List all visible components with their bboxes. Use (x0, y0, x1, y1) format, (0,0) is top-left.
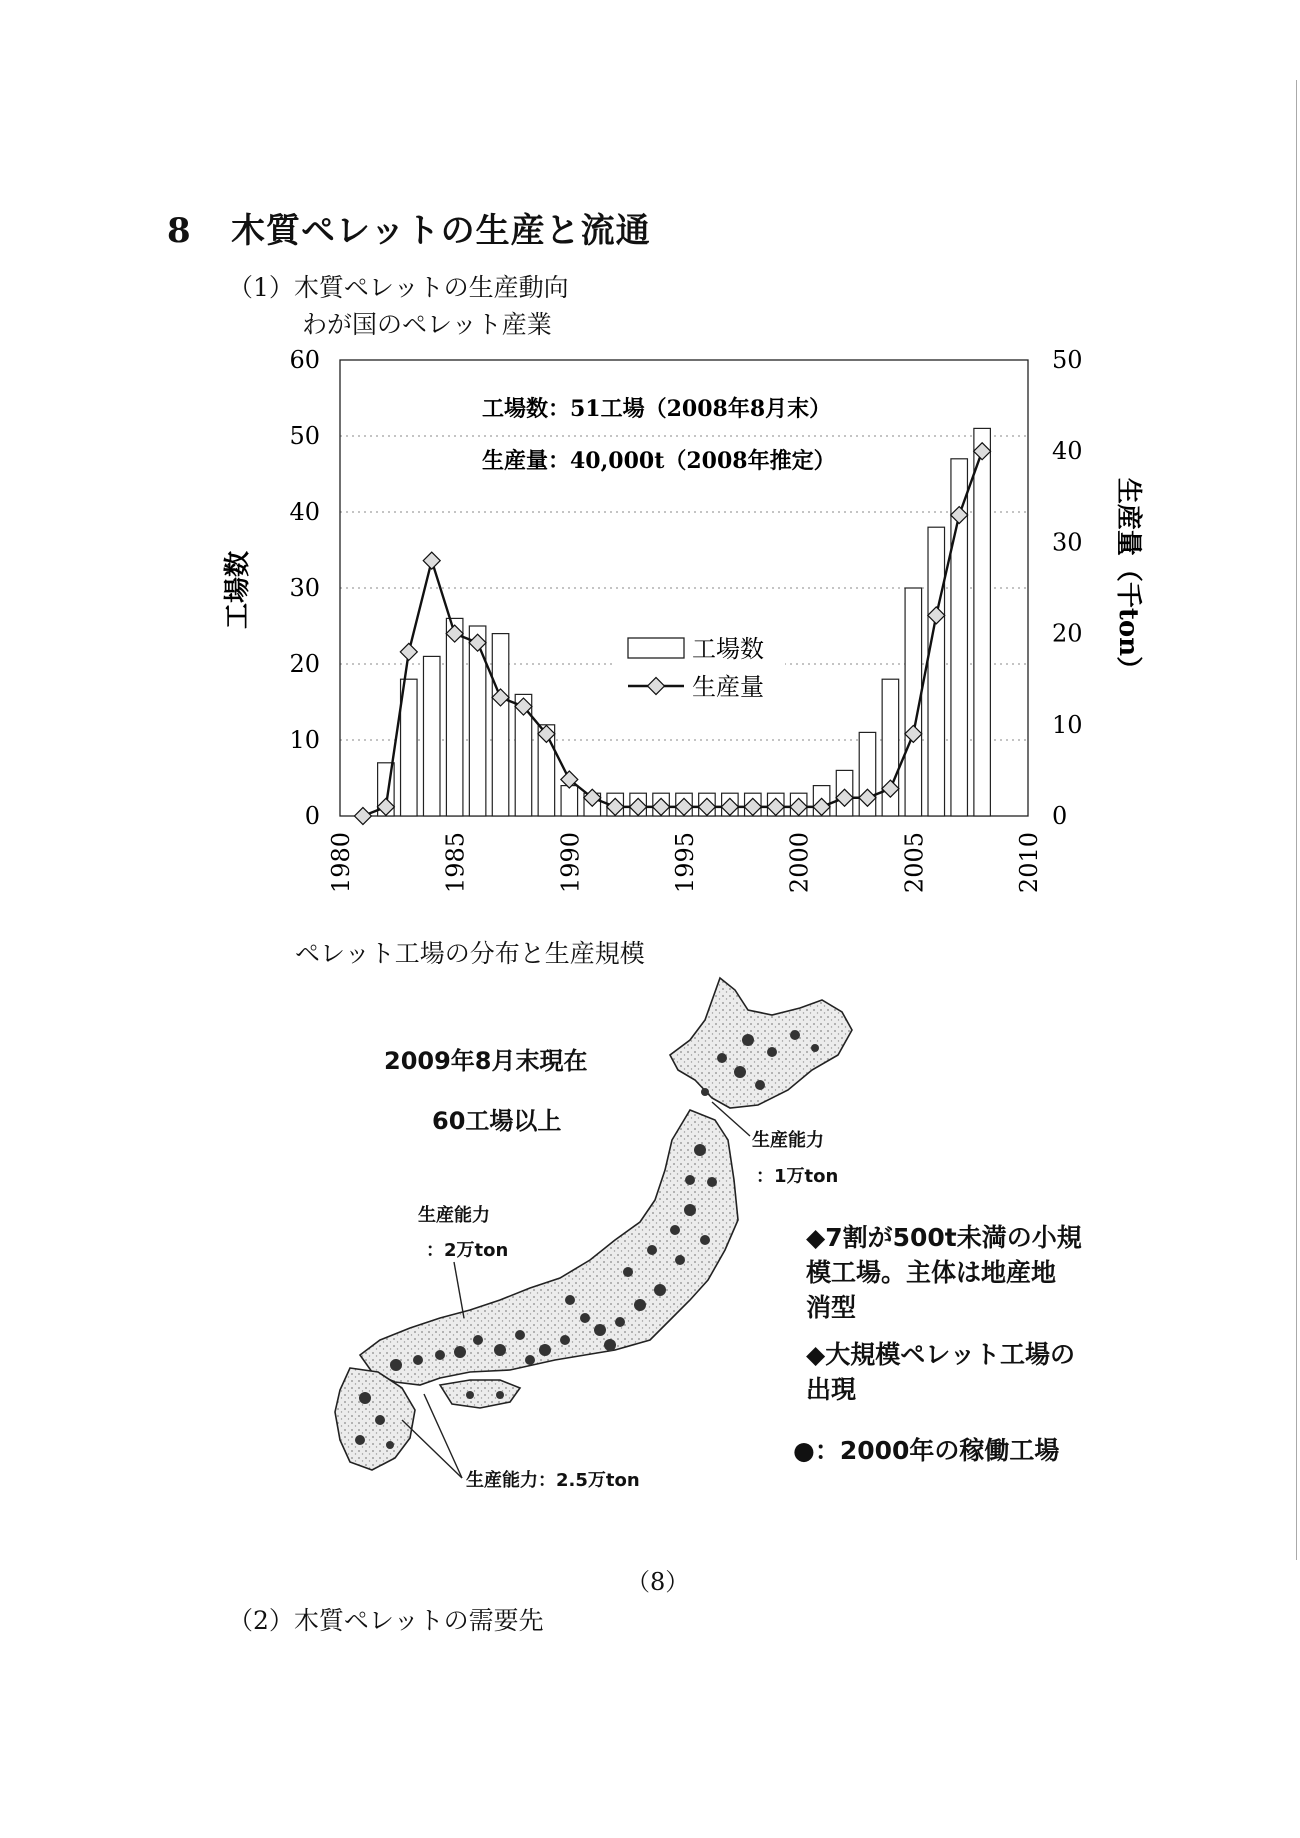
map-legend-label: ●：2000年の稼働工場 (793, 1436, 1060, 1465)
plant-marker (717, 1053, 727, 1063)
page-number: （8） (626, 1568, 690, 1596)
annotation-factory-count: 工場数：51工場（2008年8月末） (482, 396, 832, 422)
plant-marker (700, 1235, 710, 1245)
section-number: 8 (167, 211, 192, 251)
plant-marker (560, 1335, 570, 1345)
note-2-line-2: 出現 (806, 1375, 857, 1404)
capacity-hokkaido-title: 生産能力 (752, 1130, 824, 1151)
pointer-kyushu-1 (402, 1420, 462, 1478)
x-tick-label: 1980 (327, 832, 355, 894)
plant-marker (685, 1175, 695, 1185)
x-tick-label: 2000 (785, 832, 814, 894)
plant-marker (539, 1344, 551, 1356)
legend-bar-label: 工場数 (692, 635, 764, 663)
plant-marker (811, 1044, 819, 1052)
y2-tick-label: 50 (1052, 346, 1083, 374)
capacity-kyushu: 生産能力：2.5万ton (466, 1470, 640, 1491)
y-tick-label: 50 (289, 422, 320, 450)
y-tick-label: 30 (289, 574, 320, 602)
plant-marker (454, 1346, 466, 1358)
y-axis-label: 工場数 (223, 550, 253, 630)
section-title: 木質ペレットの生産と流通 (231, 211, 651, 251)
plant-marker (466, 1391, 474, 1399)
annotation-production: 生産量：40,000t（2008年推定） (482, 448, 836, 474)
plant-marker (742, 1034, 754, 1046)
plant-marker (675, 1255, 685, 1265)
plant-marker (413, 1355, 423, 1365)
plant-marker (359, 1392, 371, 1404)
plant-marker (707, 1177, 717, 1187)
plant-marker (701, 1088, 709, 1096)
y2-tick-label: 20 (1052, 619, 1083, 648)
plant-marker (790, 1030, 800, 1040)
plant-marker (580, 1313, 590, 1323)
plant-marker (435, 1350, 445, 1360)
x-tick-label: 2005 (900, 832, 929, 894)
plant-marker (494, 1344, 506, 1356)
map-notes (793, 1223, 1082, 1465)
plant-marker (755, 1080, 765, 1090)
plant-marker (654, 1284, 666, 1296)
plant-marker (615, 1317, 625, 1327)
note-1-line-2: 模工場。主体は地産地 (806, 1258, 1057, 1287)
plant-marker (386, 1441, 394, 1449)
y2-axis-label: 生産量（千ton） (1113, 477, 1143, 683)
y-tick-label: 60 (289, 346, 320, 374)
plant-marker (390, 1359, 402, 1371)
pointer-kyushu-2 (424, 1394, 462, 1478)
plant-marker (734, 1066, 746, 1078)
y-tick-label: 0 (304, 802, 320, 830)
plant-marker (767, 1047, 777, 1057)
y-tick-label: 20 (289, 650, 320, 678)
y2-tick-label: 30 (1052, 528, 1083, 557)
plant-marker (670, 1225, 680, 1235)
plant-marker (604, 1339, 616, 1351)
plant-marker (594, 1324, 606, 1336)
plant-marker (694, 1144, 706, 1156)
capacity-west-title: 生産能力 (418, 1205, 490, 1226)
chart-caption: わが国のペレット産業 (302, 310, 552, 339)
x-tick-label: 1990 (556, 832, 585, 894)
plant-marker (565, 1295, 575, 1305)
legend-line-label: 生産量 (692, 673, 764, 701)
map-count-label: 60工場以上 (432, 1107, 562, 1135)
plant-marker (623, 1267, 633, 1277)
map-date-label: 2009年8月末現在 (384, 1047, 588, 1075)
plant-marker (355, 1435, 365, 1445)
plant-marker (634, 1299, 646, 1311)
plant-marker (647, 1245, 657, 1255)
plant-marker (496, 1391, 504, 1399)
capacity-west-value: ：2万ton (426, 1240, 509, 1261)
plant-marker (473, 1335, 483, 1345)
x-tick-label: 2010 (1015, 832, 1043, 894)
y2-tick-label: 10 (1052, 710, 1083, 739)
x-tick-label: 1995 (671, 832, 699, 894)
y-tick-label: 40 (289, 498, 320, 526)
plant-marker (375, 1415, 385, 1425)
y2-tick-label: 0 (1052, 802, 1068, 830)
note-2-line-1: ◆大規模ペレット工場の (806, 1340, 1075, 1369)
pointer-west (454, 1262, 464, 1318)
plant-marker (515, 1330, 525, 1340)
y-tick-label: 10 (289, 726, 320, 754)
map-caption: ペレット工場の分布と生産規模 (295, 939, 645, 968)
subsection-2-heading: （2）木質ペレットの需要先 (228, 1606, 544, 1635)
subsection-1-heading: （1）木質ペレットの生産動向 (228, 273, 569, 302)
x-tick-label: 1985 (441, 832, 470, 894)
plant-marker (684, 1204, 696, 1216)
plant-marker (525, 1355, 535, 1365)
note-1-line-3: 消型 (806, 1293, 857, 1322)
capacity-hokkaido-value: ：1万ton (756, 1166, 839, 1187)
shikoku-shape (440, 1380, 520, 1408)
honshu-shape (360, 1110, 738, 1385)
note-1-line-1: ◆7割が500t未満の小規 (806, 1223, 1082, 1252)
y2-tick-label: 40 (1052, 437, 1083, 466)
